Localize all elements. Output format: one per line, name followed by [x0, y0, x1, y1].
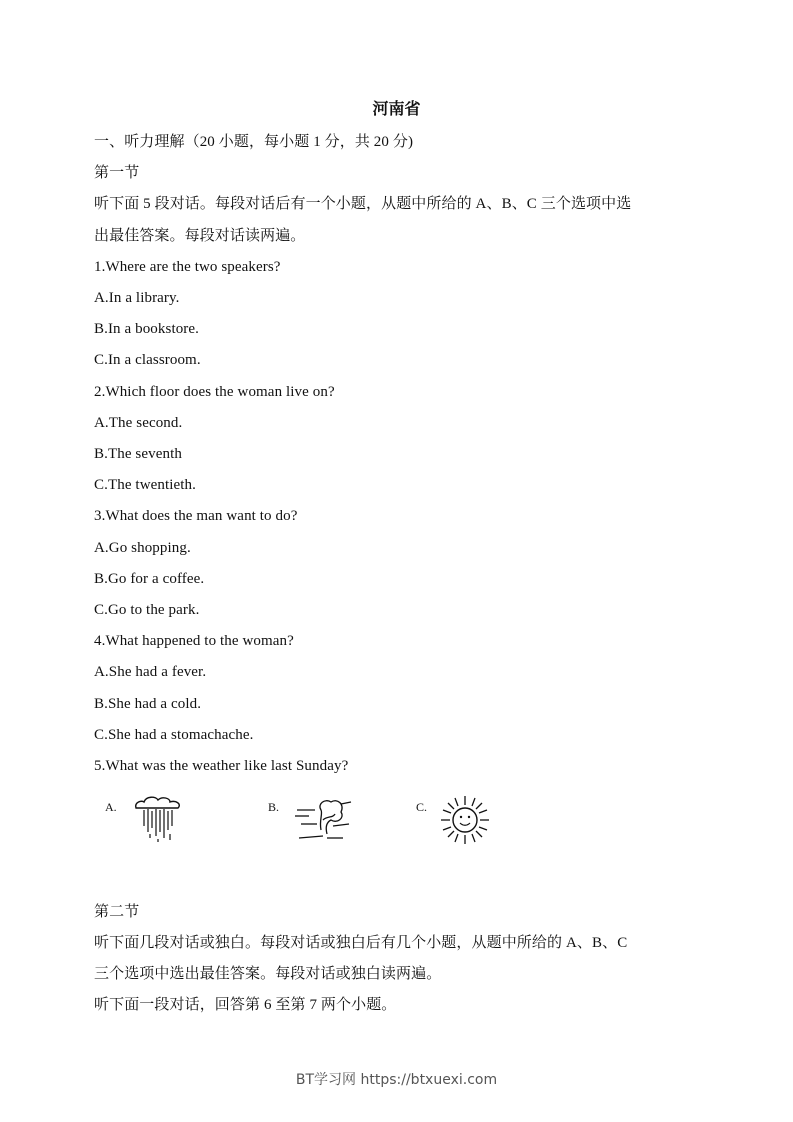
picture-option-a	[105, 792, 205, 852]
sun-icon	[440, 794, 490, 846]
question-1-option-a: A.In a library.	[94, 290, 180, 306]
question-4-stem: 4.What happened to the woman?	[94, 633, 294, 649]
question-3-option-a: A.Go shopping.	[94, 540, 191, 556]
part2-heading: 第二节	[94, 904, 140, 920]
page-title-text: 河南省	[372, 101, 421, 118]
part1-instructions-line2: 出最佳答案。每段对话读两遍。	[94, 228, 306, 244]
question-2-option-c: C.The twentieth.	[94, 477, 196, 493]
question-4-option-a: A.She had a fever.	[94, 664, 207, 680]
question-4-option-b: B.She had a cold.	[94, 696, 202, 712]
question-3-option-b: B.Go for a coffee.	[94, 571, 205, 587]
question-2-option-b: B.The seventh	[94, 446, 182, 462]
part2-instructions-line1: 听下面几段对话或独白。每段对话或独白后有几个小题，从题中所给的 A、B、C	[94, 935, 628, 951]
part1-heading: 第一节	[94, 165, 140, 181]
picture-option-c	[416, 792, 516, 852]
section-heading-listening: 一、听力理解（20 小题，每小题 1 分，共 20 分)	[94, 134, 414, 150]
question-1-option-b: B.In a bookstore.	[94, 321, 200, 337]
picture-option-b	[268, 792, 378, 852]
windy-tree-icon	[293, 794, 355, 848]
rain-cloud-icon	[130, 792, 190, 848]
question-3-stem: 3.What does the man want to do?	[94, 508, 298, 524]
question-2-option-a: A.The second.	[94, 415, 183, 431]
question-1-stem: 1.Where are the two speakers?	[94, 259, 281, 275]
question-1-option-c: C.In a classroom.	[94, 352, 201, 368]
question-4-option-c: C.She had a stomachache.	[94, 727, 254, 743]
question-2-stem: 2.Which floor does the woman live on?	[94, 384, 335, 400]
part2-instructions-line2: 三个选项中选出最佳答案。每段对话或独白读两遍。	[94, 966, 442, 982]
part1-instructions-line1: 听下面 5 段对话。每段对话后有一个小题，从题中所给的 A、B、C 三个选项中选	[94, 196, 632, 212]
watermark-footer: BT学习网 https://btxuexi.com	[295, 1072, 498, 1088]
part2-sub-instruction: 听下面一段对话，回答第 6 至第 7 两个小题。	[94, 997, 397, 1013]
page-title	[0, 99, 793, 121]
question-3-option-c: C.Go to the park.	[94, 602, 200, 618]
question-5-stem: 5.What was the weather like last Sunday?	[94, 758, 349, 774]
picture-option-c-label: C.	[416, 800, 428, 814]
picture-option-a-label: A.	[105, 800, 117, 814]
picture-option-b-label: B.	[268, 800, 280, 814]
question-5-picture-options	[105, 792, 525, 852]
